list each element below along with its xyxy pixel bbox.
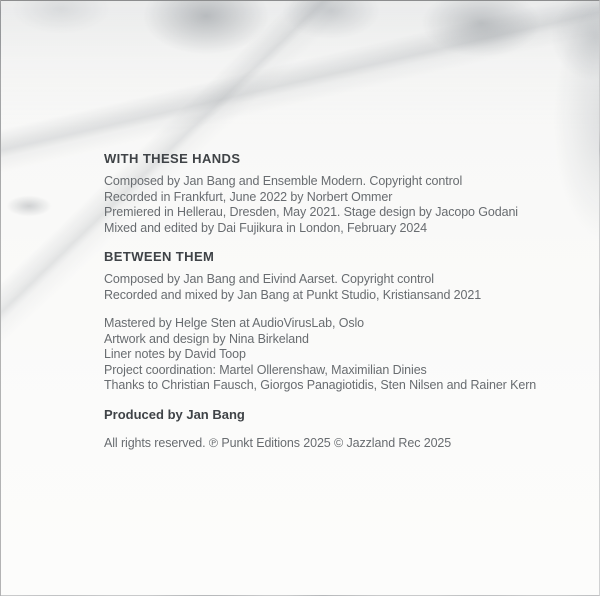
track-credit-lines <box>104 174 574 236</box>
track-credit-lines <box>104 272 574 303</box>
credit-line: Composed by Jan Bang and Eivind Aarset. Copyright control <box>104 272 434 286</box>
credit-line: Recorded in Frankfurt, June 2022 by Norbert Ommer <box>104 189 393 204</box>
track-section-between-them <box>104 249 574 303</box>
credit-line: Recorded and mixed by Jan Bang at Punkt Studio, Kristiansand 2021 <box>104 287 482 302</box>
credits-block <box>104 151 574 451</box>
credit-line: Premiered in Hellerau, Dresden, May 2021. Stage design by Jacopo Godani <box>104 205 518 219</box>
credit-line: Liner notes by David Toop <box>104 347 246 361</box>
credit-line: Mixed and edited by Dai Fujikura in London, February 2024 <box>104 220 427 235</box>
producer-line: Produced by Jan Bang <box>104 406 245 422</box>
credit-line: Project coordination: Martel Ollerenshaw, Maximilian Dinies <box>104 362 427 377</box>
track-section-with-these-hands <box>104 151 574 236</box>
rights-line: All rights reserved. ℗ Punkt Editions 2025 © Jazzland Rec 2025 <box>104 435 452 450</box>
track-title: WITH THESE HANDS <box>104 151 241 166</box>
credit-line: Thanks to Christian Fausch, Giorgos Panagiotidis, Sten Nilsen and Rainer Kern <box>104 378 537 392</box>
credit-line: Mastered by Helge Sten at AudioVirusLab, Oslo <box>104 316 365 330</box>
track-title: BETWEEN THEM <box>104 249 215 264</box>
credit-line: Artwork and design by Nina Birkeland <box>104 331 309 346</box>
production-credit-lines <box>104 316 574 394</box>
credit-line: Composed by Jan Bang and Ensemble Modern. Copyright control <box>104 174 463 188</box>
rights-line-block <box>104 436 574 452</box>
